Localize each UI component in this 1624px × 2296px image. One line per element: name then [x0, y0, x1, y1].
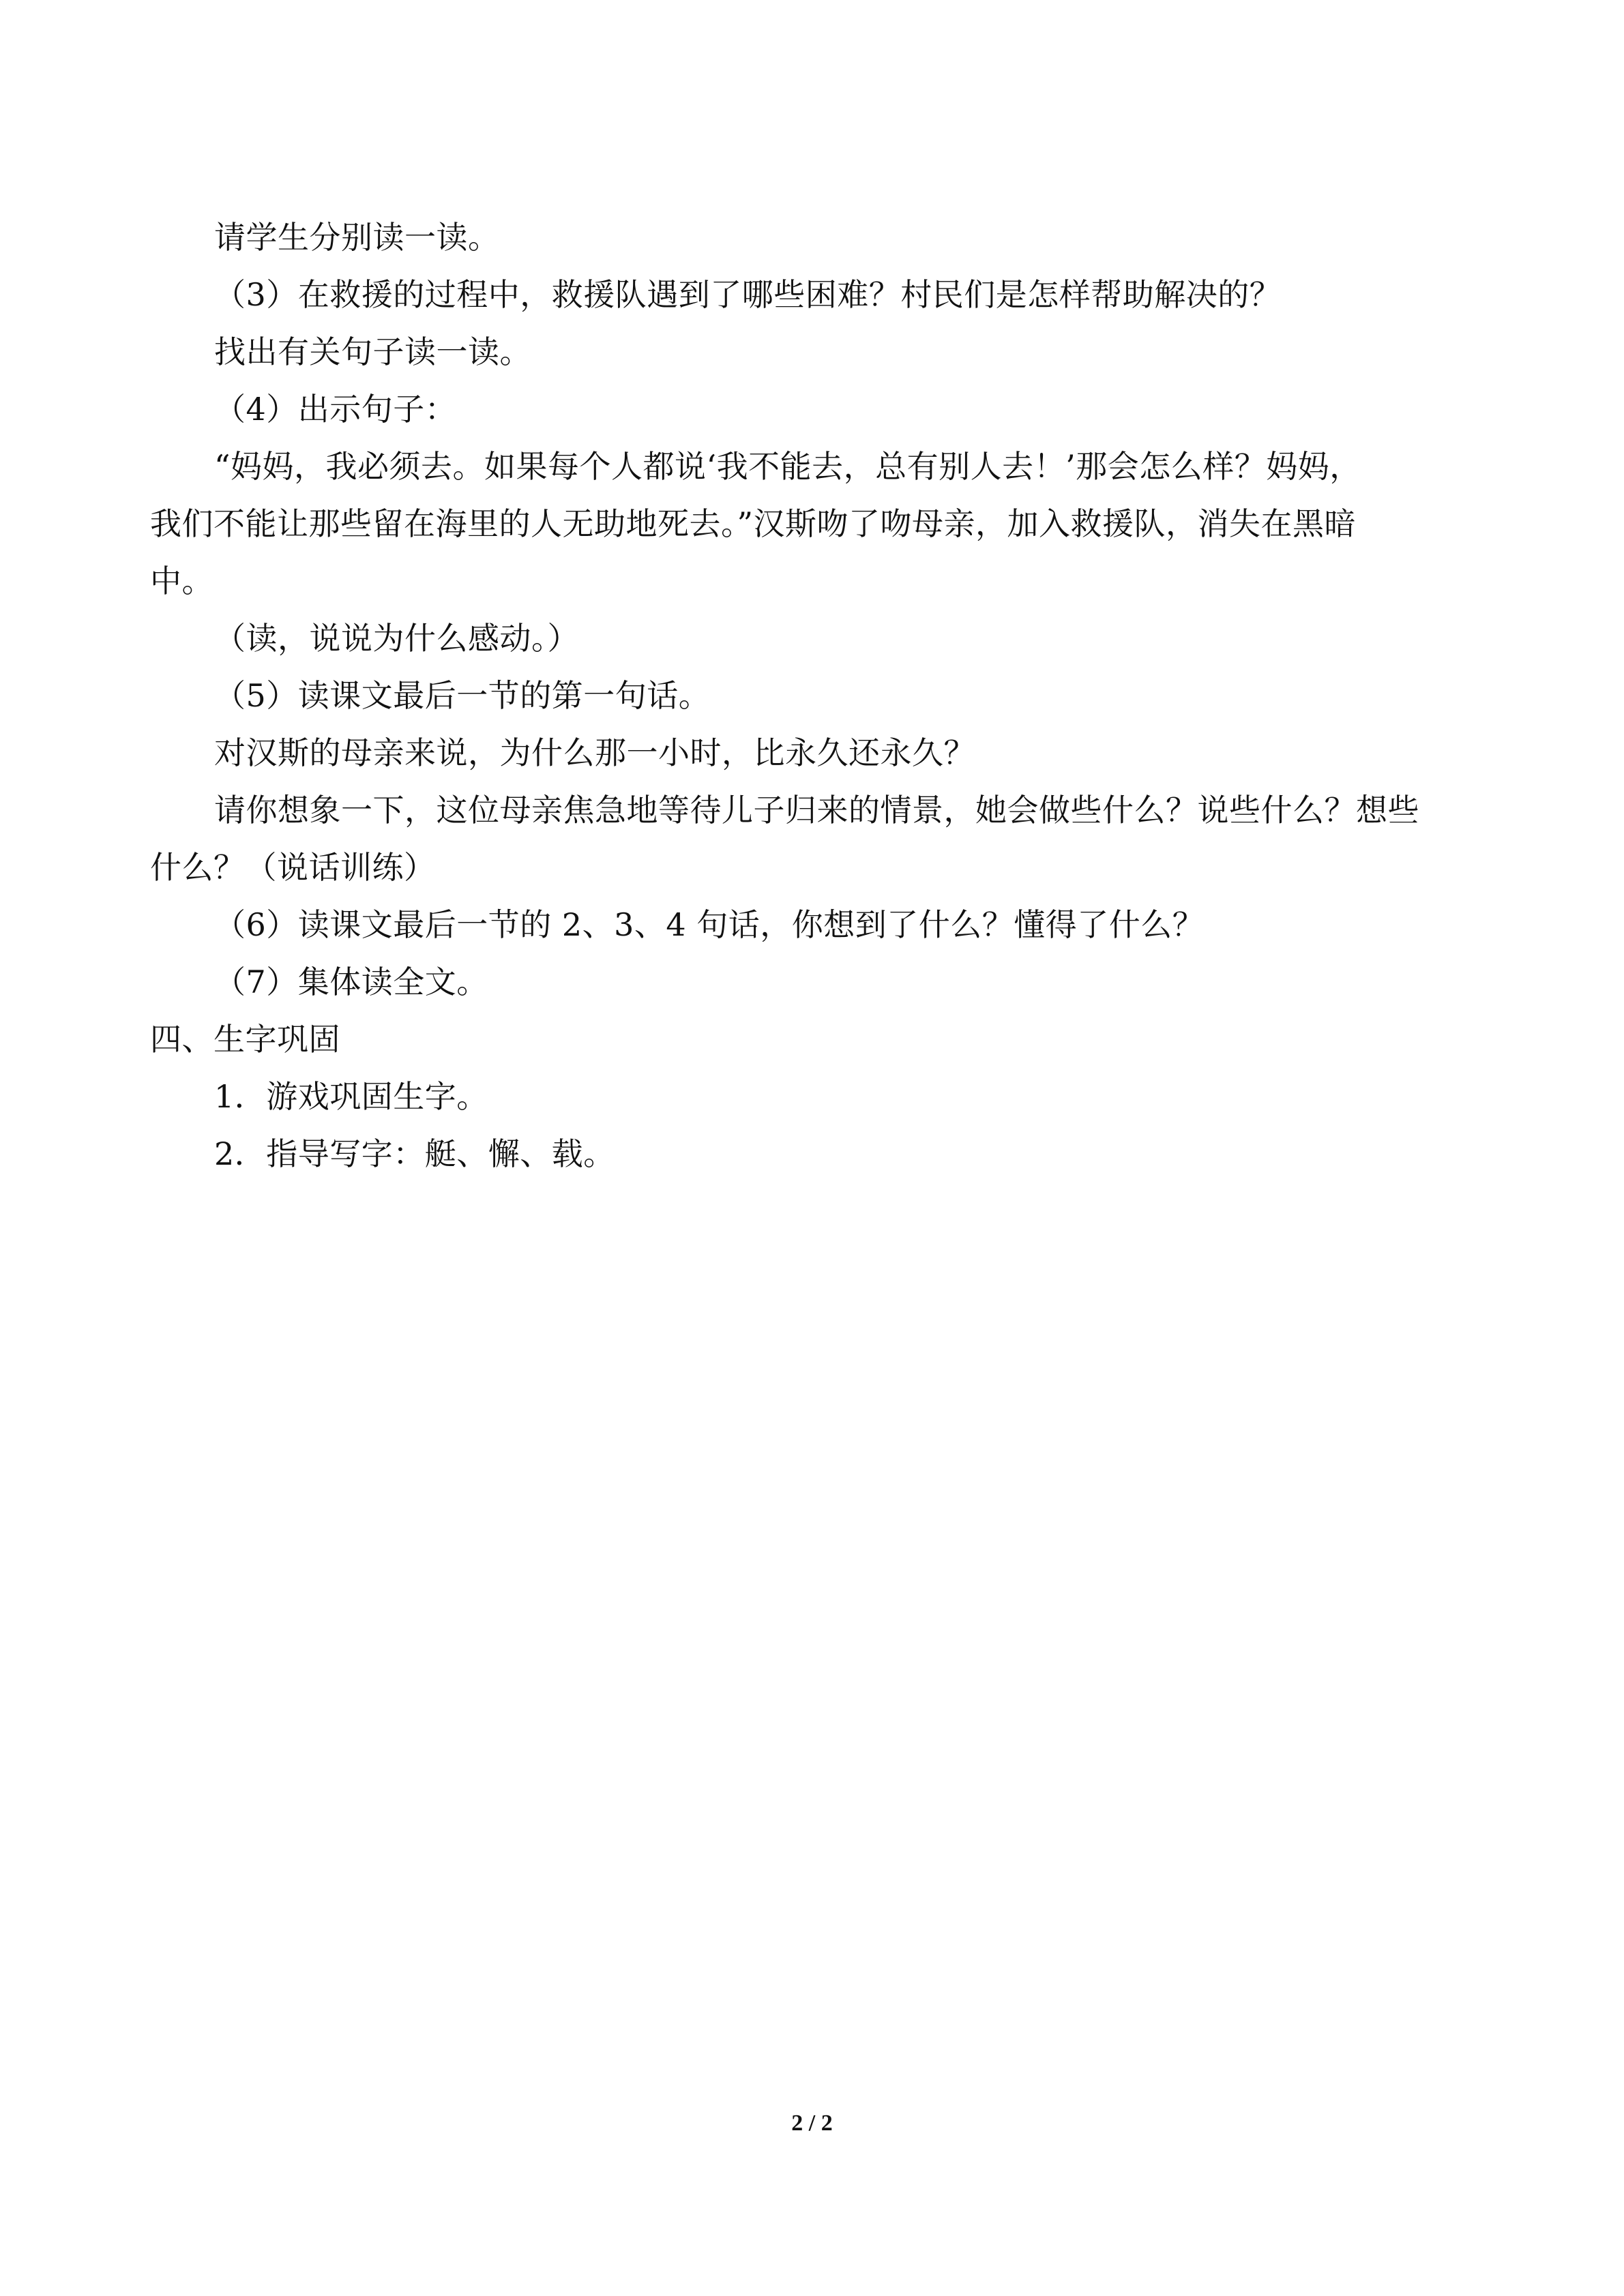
quote-line: “妈妈，我必须去。如果每个人都说‘我不能去，总有别人去！’那会怎么样？妈妈，	[214, 448, 1361, 485]
section-heading: 四、生字巩固	[150, 1021, 340, 1058]
paragraph-line: （5）读课文最后一节的第一句话。	[214, 677, 711, 714]
page-number: 2 / 2	[791, 2111, 833, 2136]
paragraph-line: 找出有关句子读一读。	[214, 333, 531, 370]
paragraph-line: （7）集体读全文。	[214, 964, 488, 1000]
paragraph-line: （读，说说为什么感动。）	[214, 620, 579, 657]
list-item: 2．指导写字：艇、懈、载。	[214, 1135, 615, 1172]
paragraph-line: 请你想象一下，这位母亲焦急地等待儿子归来的情景，她会做些什么？说些什么？想些	[214, 792, 1419, 829]
paragraph-line: 请学生分别读一读。	[214, 219, 500, 256]
paragraph-line: （6）读课文最后一节的 2、3、4 句话，你想到了什么？懂得了什么？	[214, 906, 1205, 943]
list-item: 1．游戏巩固生字。	[214, 1078, 488, 1115]
paragraph-line: 什么？（说话训练）	[150, 849, 436, 886]
quote-line: 中。	[150, 563, 213, 599]
paragraph-line: 对汉斯的母亲来说，为什么那一小时，比永久还永久？	[214, 734, 975, 771]
paragraph-line: （3）在救援的过程中，救援队遇到了哪些困难？村民们是怎样帮助解决的？	[214, 276, 1282, 313]
paragraph-line: （4）出示句子：	[214, 391, 457, 428]
quote-line: 我们不能让那些留在海里的人无助地死去。”汉斯吻了吻母亲，加入救援队，消失在黑暗	[150, 505, 1357, 542]
